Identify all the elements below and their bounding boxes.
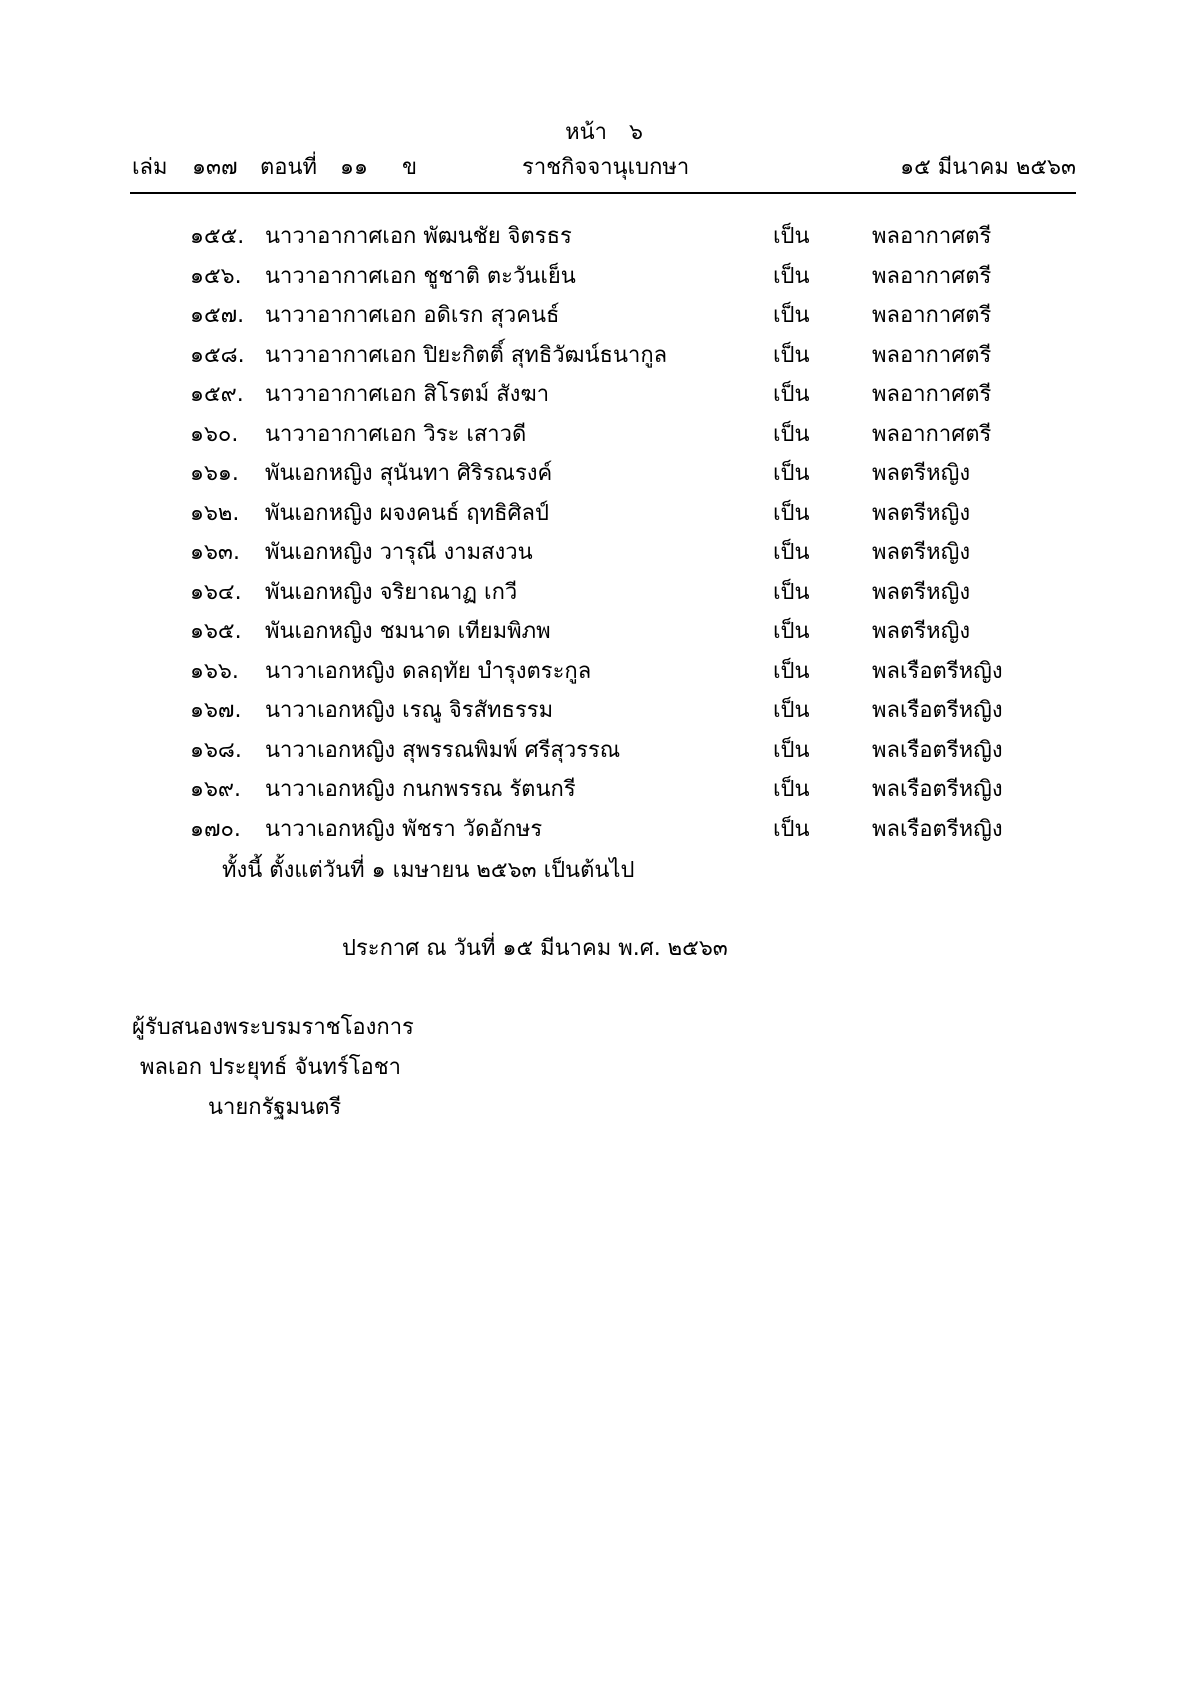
entry-number: ๑๖๗. — [190, 698, 242, 723]
issue-suffix: ข — [402, 155, 418, 180]
entry-connector: เป็น — [773, 579, 810, 605]
entry-rank: พลอากาศตรี — [872, 263, 992, 289]
entry-number: ๑๖๙. — [190, 777, 242, 802]
page-number-value: ๖ — [628, 120, 643, 145]
list-item — [0, 775, 1200, 815]
entry-name: นาวาเอกหญิง พัชรา วัดอักษร — [265, 816, 543, 842]
entry-rank: พลตรีหญิง — [872, 500, 971, 526]
entry-rank: พลเรือตรีหญิง — [872, 737, 1003, 763]
list-item — [0, 617, 1200, 657]
entry-name: พันเอกหญิง วารุณี งามสงวน — [265, 540, 533, 565]
entry-rank: พลตรีหญิง — [872, 461, 971, 486]
entry-connector: เป็น — [773, 698, 810, 723]
entry-number: ๑๗๐. — [190, 816, 241, 842]
entry-connector: เป็น — [773, 303, 810, 328]
effective-date-text: ทั้งนี้ ตั้งแต่วันที่ ๑ เมษายน ๒๕๖๓ เป็นต้นไป — [222, 858, 635, 883]
gazette-name: ราชกิจจานุเบกษา — [522, 155, 690, 180]
entry-name: นาวาเอกหญิง กนกพรรณ รัตนกรี — [265, 777, 576, 802]
entry-name: นาวาอากาศเอก ชูชาติ ตะวันเย็น — [265, 263, 576, 289]
entry-number: ๑๖๕. — [190, 619, 242, 644]
list-item — [0, 815, 1200, 855]
entry-connector: เป็น — [773, 342, 810, 368]
list-item — [0, 538, 1200, 578]
entry-connector: เป็น — [773, 619, 810, 644]
list-item — [0, 262, 1200, 302]
entry-number: ๑๖๓. — [190, 540, 240, 565]
entry-rank: พลอากาศตรี — [872, 421, 992, 447]
entry-name: นาวาอากาศเอก พัฒนชัย จิตรธร — [265, 224, 572, 249]
entry-connector: เป็น — [773, 816, 810, 842]
volume-number: ๑๓๗ — [192, 155, 238, 180]
page-number — [4, 118, 1200, 148]
list-item — [0, 301, 1200, 341]
entry-number: ๑๖๘. — [190, 737, 242, 763]
page-number-label: หน้า — [565, 120, 607, 145]
entry-number: ๑๖๒. — [190, 500, 240, 526]
entry-connector: เป็น — [773, 540, 810, 565]
list-item — [0, 380, 1200, 420]
entry-rank: พลอากาศตรี — [872, 303, 992, 328]
list-item — [0, 499, 1200, 539]
entry-rank: พลอากาศตรี — [872, 382, 992, 407]
entry-rank: พลเรือตรีหญิง — [872, 816, 1003, 842]
entry-connector: เป็น — [773, 224, 810, 249]
list-item — [0, 341, 1200, 381]
entry-number: ๑๕๗. — [190, 303, 245, 328]
entry-name: นาวาอากาศเอก อดิเรก สุวคนธ์ — [265, 303, 560, 328]
entry-number: ๑๕๙. — [190, 382, 244, 407]
entry-name: นาวาเอกหญิง ดลฤทัย บำรุงตระกูล — [265, 658, 592, 684]
entry-number: ๑๕๘. — [190, 342, 245, 368]
issue-number: ๑๑ — [340, 155, 368, 180]
entry-rank: พลเรือตรีหญิง — [872, 777, 1003, 802]
entry-name: นาวาอากาศเอก สิโรตม์ สังฆา — [265, 382, 550, 407]
list-item — [0, 222, 1200, 262]
list-item — [0, 736, 1200, 776]
entry-number: ๑๖๖. — [190, 658, 239, 684]
entry-rank: พลตรีหญิง — [872, 619, 971, 644]
entry-name: พันเอกหญิง จริยาณาฏ เกวี — [265, 579, 518, 605]
entry-connector: เป็น — [773, 737, 810, 763]
entry-number: ๑๖๔. — [190, 579, 242, 605]
entry-name: พันเอกหญิง สุนันทา ศิริรณรงค์ — [265, 461, 553, 486]
countersign-title: ผู้รับสนองพระบรมราชโองการ — [132, 1015, 414, 1040]
signatory-position: นายกรัฐมนตรี — [208, 1095, 342, 1120]
entry-connector: เป็น — [773, 500, 810, 526]
entry-name: นาวาอากาศเอก วิระ เสาวดี — [265, 421, 527, 447]
entry-number: ๑๖๑. — [190, 461, 239, 486]
list-item — [0, 420, 1200, 460]
list-item — [0, 459, 1200, 499]
list-item — [0, 578, 1200, 618]
gazette-header — [132, 153, 1076, 183]
header-divider — [130, 192, 1076, 194]
entry-rank: พลอากาศตรี — [872, 224, 992, 249]
header-date: ๑๕ มีนาคม ๒๕๖๓ — [900, 155, 1076, 180]
entry-connector: เป็น — [773, 263, 810, 289]
issue-label: ตอนที่ — [260, 155, 318, 180]
entry-rank: พลเรือตรีหญิง — [872, 698, 1003, 723]
entry-name: นาวาอากาศเอก ปิยะกิตติ์ สุทธิวัฒน์ธนากูล — [265, 342, 668, 368]
entry-rank: พลอากาศตรี — [872, 342, 992, 368]
list-item — [0, 696, 1200, 736]
entry-rank: พลตรีหญิง — [872, 579, 971, 605]
entry-rank: พลตรีหญิง — [872, 540, 971, 565]
entry-rank: พลเรือตรีหญิง — [872, 658, 1003, 684]
signatory-name: พลเอก ประยุทธ์ จันทร์โอชา — [140, 1055, 402, 1080]
entry-name: นาวาเอกหญิง เรณู จิรสัทธรรม — [265, 698, 554, 723]
entry-number: ๑๕๖. — [190, 263, 242, 289]
entry-number: ๑๖๐. — [190, 421, 239, 447]
entry-name: นาวาเอกหญิง สุพรรณพิมพ์ ศรีสุวรรณ — [265, 737, 621, 763]
entry-name: พันเอกหญิง ชมนาด เทียมพิภพ — [265, 619, 551, 644]
appointment-list — [0, 222, 1200, 854]
volume-label: เล่ม — [132, 155, 168, 180]
entry-name: พันเอกหญิง ผจงคนธ์ ฤทธิศิลป์ — [265, 500, 549, 526]
list-item — [0, 657, 1200, 697]
entry-connector: เป็น — [773, 421, 810, 447]
entry-connector: เป็น — [773, 461, 810, 486]
announcement-date-text: ประกาศ ณ วันที่ ๑๕ มีนาคม พ.ศ. ๒๕๖๓ — [342, 936, 728, 961]
entry-number: ๑๕๕. — [190, 224, 245, 249]
entry-connector: เป็น — [773, 382, 810, 407]
entry-connector: เป็น — [773, 777, 810, 802]
entry-connector: เป็น — [773, 658, 810, 684]
